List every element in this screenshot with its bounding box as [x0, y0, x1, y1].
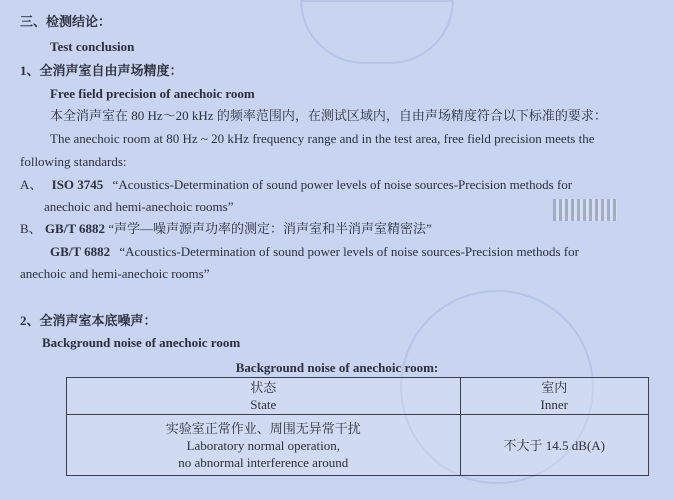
standard-b-text-1: “Acoustics-Determination of sound power levels of noise sources-Precision methods for: [119, 244, 579, 259]
item1-desc-zh: 本全消声室在 80 Hz～20 kHz 的频率范围内，在测试区域内，自由声场精度符合以下标准的要求：: [50, 108, 607, 123]
standard-a-line-1: [20, 177, 572, 193]
background-noise-table: [66, 377, 649, 476]
header-inner: [460, 378, 648, 415]
standard-b-code-en: GB/T 6882: [50, 244, 111, 259]
standard-a-code: ISO 3745: [51, 177, 104, 192]
table-row: [67, 415, 649, 476]
inner-value: 不大于 14.5 dB(A): [503, 437, 605, 453]
state-en-2: no abnormal interference around: [178, 454, 349, 470]
header-inner-en: Inner: [540, 397, 568, 412]
state-zh: 实验室正常作业、周围无异常干扰: [165, 420, 361, 436]
item1-title-zh: 1、全消声室自由声场精度：: [20, 63, 183, 78]
state-en-1: Laboratory normal operation,: [186, 437, 340, 453]
standard-b-line-en-1: [50, 244, 579, 260]
blurred-mark: [553, 199, 617, 221]
item2-title-en: Background noise of anechoic room: [42, 335, 241, 350]
cell-inner-value: [460, 415, 648, 476]
section-title-zh: 三、检测结论：: [20, 14, 112, 29]
standard-a-line-2: anechoic and hemi-anechoic rooms”: [44, 199, 234, 214]
header-state-en: State: [250, 397, 277, 412]
cell-state: [67, 415, 461, 476]
header-inner-zh: 室内: [541, 380, 568, 395]
standard-b-text-zh: “声学—噪声源声功率的测定：消声室和半消声室精密法”: [108, 221, 432, 236]
item2-title-zh: 2、全消声室本底噪声：: [20, 313, 157, 328]
standard-a-text: “Acoustics-Determination of sound power levels of noise sources-Precision methods for: [112, 177, 573, 192]
item1-desc-en-2: following standards:: [20, 154, 127, 169]
standard-a-prefix: A、: [20, 177, 43, 192]
watermark-seal: [300, 0, 454, 64]
table-caption: Background noise of anechoic room:: [235, 360, 439, 375]
standard-b-prefix: B、: [20, 221, 42, 236]
section-title-en: Test conclusion: [50, 39, 135, 54]
item1-title-en: Free field precision of anechoic room: [50, 86, 255, 101]
standard-b-line-zh: [20, 221, 432, 237]
header-state: [67, 378, 461, 415]
item1-desc-en-1: The anechoic room at 80 Hz ~ 20 kHz frequency range and in the test area, free field precision meets the: [50, 131, 595, 146]
standard-b-line-en-2: anechoic and hemi-anechoic rooms”: [20, 266, 210, 281]
table-header-row: [67, 378, 649, 415]
header-state-zh: 状态: [250, 380, 277, 395]
standard-b-code: GB/T 6882: [44, 221, 106, 236]
